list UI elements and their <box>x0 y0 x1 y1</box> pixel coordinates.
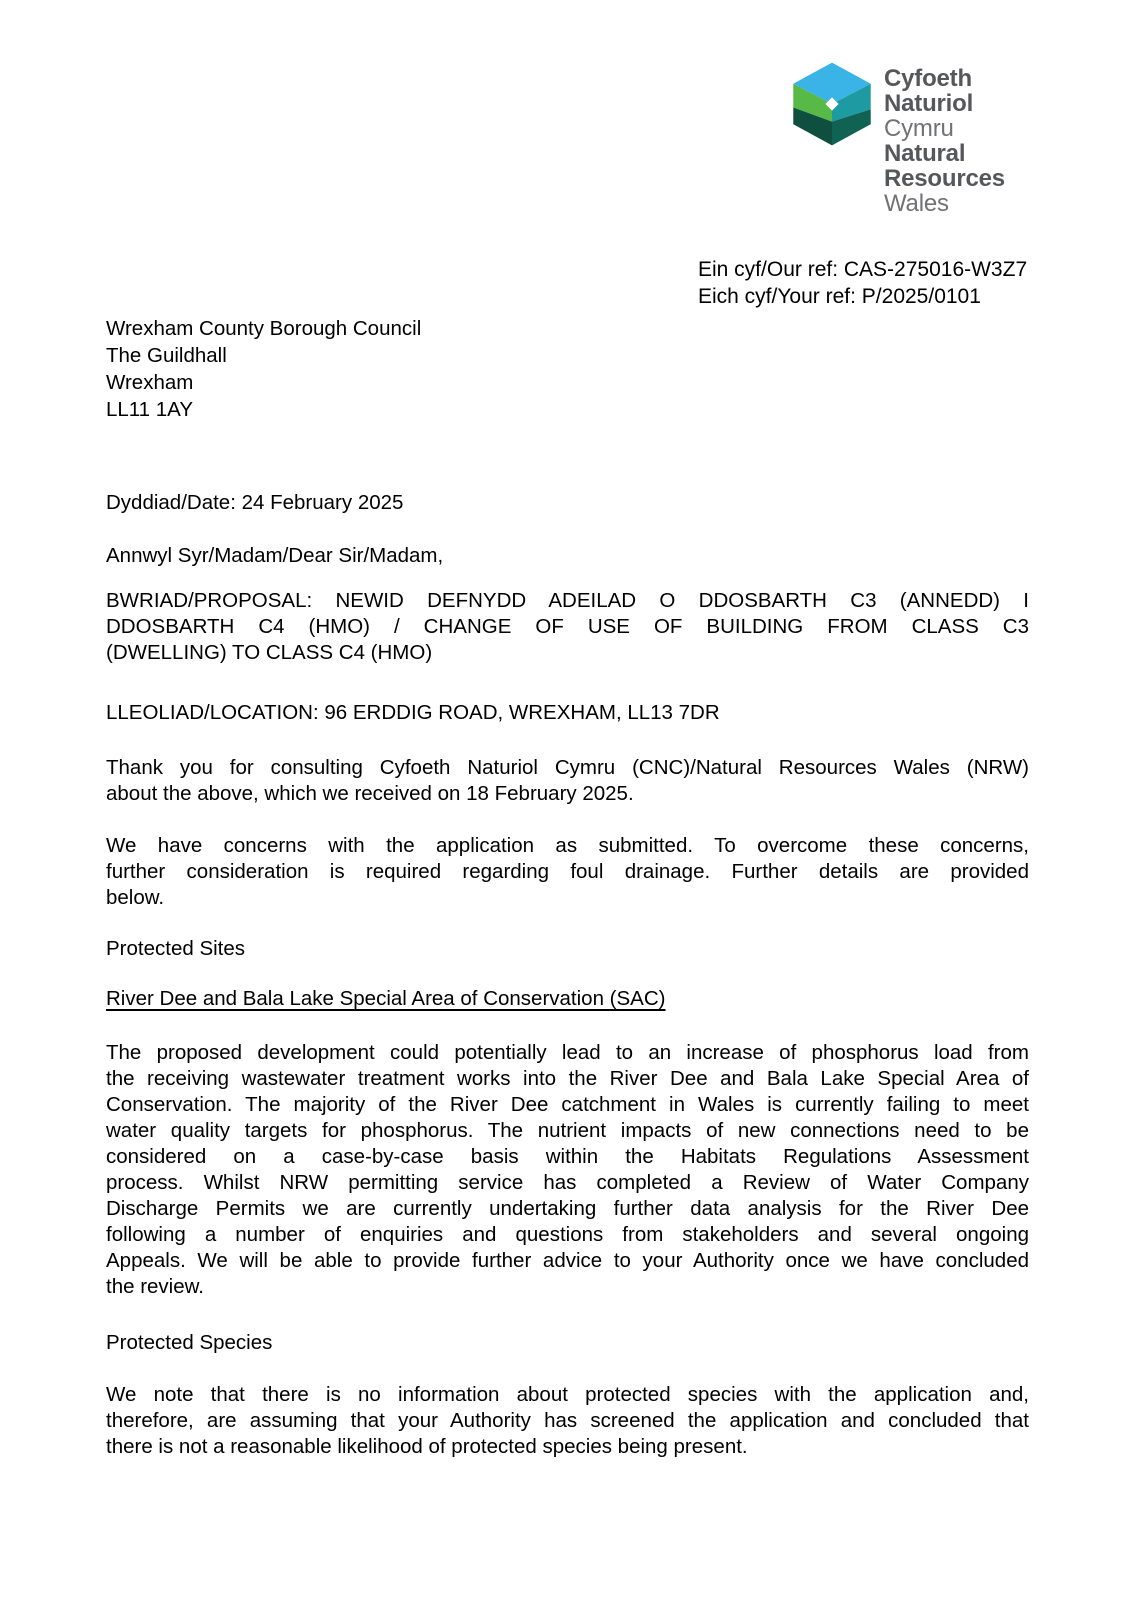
text-line: there is not a reasonable likelihood of protected species being present. <box>106 1435 748 1458</box>
reference-block <box>698 256 1027 310</box>
text-line: We note that there is no information about protected species with the application and, <box>106 1383 1029 1406</box>
text-line: (DWELLING) TO CLASS C4 (HMO) <box>106 641 433 664</box>
location-line: LLEOLIAD/LOCATION: 96 ERDDIG ROAD, WREXHAM, LL13 7DR <box>106 701 720 724</box>
protected-species-heading: Protected Species <box>106 1331 273 1354</box>
sac-heading: River Dee and Bala Lake Special Area of Conservation (SAC) <box>106 987 666 1010</box>
protected-sites-heading: Protected Sites <box>106 937 246 960</box>
text-line: Thank you for consulting Cyfoeth Naturiol Cymru (CNC)/Natural Resources Wales (NRW) <box>106 756 1029 779</box>
text-line: DDOSBARTH C4 (HMO) / CHANGE OF USE OF BUILDING FROM CLASS C3 <box>106 615 1029 638</box>
species-paragraph <box>106 1382 1029 1460</box>
wordmark-line-resources: Resources <box>884 165 1005 192</box>
text-line: We have concerns with the application as submitted. To overcome these concerns, <box>106 834 1029 857</box>
wordmark-line-natural: Natural <box>884 140 966 167</box>
text-line: BWRIAD/PROPOSAL: NEWID DEFNYDD ADEILAD O DDOSBARTH C3 (ANNEDD) I <box>106 589 1029 612</box>
wordmark-line-cymru: Cymru <box>884 115 954 142</box>
our-ref-line: Ein cyf/Our ref: CAS-275016-W3Z7 <box>698 258 1028 281</box>
thanks-paragraph <box>106 755 1029 807</box>
salutation-line: Annwyl Syr/Madam/Dear Sir/Madam, <box>106 544 444 567</box>
nrw-logo-icon <box>788 62 876 146</box>
concerns-paragraph <box>106 833 1029 911</box>
text-line: the receiving wastewater treatment works into the River Dee and Bala Lake Special Area of <box>106 1067 1029 1090</box>
text-line: Conservation. The majority of the River Dee catchment in Wales is currently failing to meet <box>106 1093 1029 1116</box>
wordmark-line-cyfoeth: Cyfoeth <box>884 65 972 92</box>
text-line: LL11 1AY <box>106 398 194 421</box>
text-line: process. Whilst NRW permitting service has completed a Review of Water Company <box>106 1171 1029 1194</box>
text-line: further consideration is required regarding foul drainage. Further details are provided <box>106 860 1029 883</box>
text-line: Appeals. We will be able to provide further advice to your Authority once we have concluded <box>106 1249 1029 1272</box>
text-line: water quality targets for phosphorus. The nutrient impacts of new connections need to be <box>106 1119 1029 1142</box>
sac-paragraph <box>106 1040 1029 1300</box>
nrw-logo-wordmark <box>884 66 1005 216</box>
recipient-address <box>106 315 421 423</box>
text-line: below. <box>106 886 165 909</box>
proposal-paragraph <box>106 588 1029 666</box>
your-ref-line: Eich cyf/Your ref: P/2025/0101 <box>698 285 981 308</box>
wordmark-line-wales: Wales <box>884 190 949 217</box>
text-line: considered on a case-by-case basis within the Habitats Regulations Assessment <box>106 1145 1029 1168</box>
text-line: the review. <box>106 1275 204 1298</box>
text-line: therefore, are assuming that your Authority has screened the application and concluded that <box>106 1409 1029 1432</box>
text-line: The proposed development could potentially lead to an increase of phosphorus load from <box>106 1041 1029 1064</box>
wordmark-line-naturiol: Naturiol <box>884 90 974 117</box>
text-line: The Guildhall <box>106 344 227 367</box>
date-line: Dyddiad/Date: 24 February 2025 <box>106 491 404 514</box>
text-line: Wrexham <box>106 371 194 394</box>
text-line: Wrexham County Borough Council <box>106 317 422 340</box>
text-line: about the above, which we received on 18 February 2025. <box>106 782 634 805</box>
text-line: Discharge Permits we are currently undertaking further data analysis for the River Dee <box>106 1197 1029 1220</box>
text-line: following a number of enquiries and questions from stakeholders and several ongoing <box>106 1223 1029 1246</box>
